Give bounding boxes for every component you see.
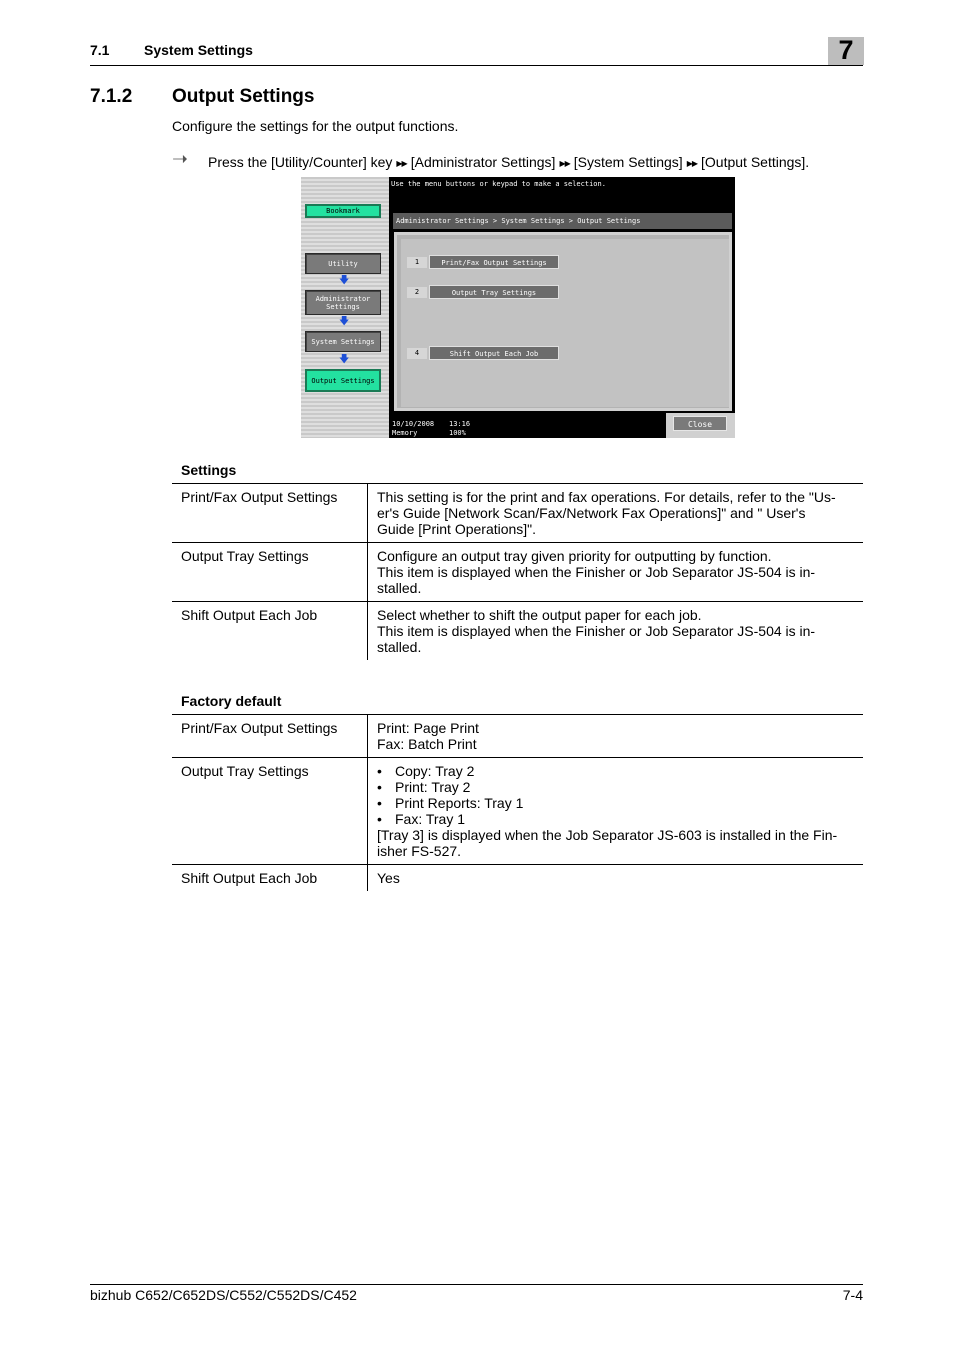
default-value (368, 715, 864, 758)
setting-name: Output Tray Settings (172, 543, 368, 602)
double-triangle-icon: ▶▶ (559, 159, 570, 168)
setting-name: Print/Fax Output Settings (172, 484, 368, 543)
header-rule (90, 65, 863, 66)
panel-menu-area (394, 232, 732, 411)
step-part-1: Press the [Utility/Counter] key (208, 154, 393, 170)
menu-number-1: 1 (407, 257, 427, 268)
setting-description (368, 484, 864, 543)
table-row (172, 543, 863, 602)
description-line: Guide [Print Operations]". (377, 521, 537, 537)
description-line: er's Guide [Network Scan/Fax/Network Fax Operations]" and " User's (377, 505, 806, 521)
step-part-2: [Administrator Settings] (410, 154, 556, 170)
footer-model: bizhub C652/C652DS/C552/C552DS/C452 (90, 1287, 357, 1303)
table-row (172, 484, 863, 543)
panel-time: 13:16 (449, 420, 471, 428)
description-line: This item is displayed when the Finisher or Job Separator JS-504 is in- (377, 623, 816, 639)
panel-sidebar (301, 177, 389, 438)
control-panel-screenshot (301, 177, 735, 438)
admin-label-line1: Administrator (315, 294, 371, 303)
default-value: Yes (377, 870, 400, 886)
setting-description (368, 602, 864, 661)
step-instruction (208, 154, 809, 170)
menu-number-2: 2 (407, 287, 427, 298)
panel-menu-inner (401, 239, 729, 407)
intro-text: Configure the settings for the output functions. (172, 118, 459, 134)
setting-description (368, 543, 864, 602)
setting-name: Print/Fax Output Settings (172, 715, 368, 758)
value-line: Print: Page Print (377, 720, 479, 736)
bullet-item: • Print: Tray 2 (377, 779, 854, 795)
panel-memory-label: Memory (392, 429, 418, 437)
table-row (172, 865, 863, 892)
section-heading (90, 86, 314, 108)
close-button[interactable]: Close (673, 416, 727, 431)
value-line: Fax: Batch Print (377, 736, 477, 752)
double-triangle-icon: ▶▶ (396, 159, 407, 168)
description-line: stalled. (377, 580, 422, 596)
panel-memory-value: 100% (449, 429, 466, 437)
bullet-item: • Copy: Tray 2 (377, 763, 854, 779)
down-arrow-icon: 🡇 (339, 354, 350, 365)
step-part-4: [Output Settings]. (701, 154, 810, 170)
factory-default-table-title: Factory default (181, 693, 282, 709)
footer-rule (90, 1284, 863, 1285)
settings-table-title: Settings (181, 462, 237, 478)
table-row (172, 758, 863, 865)
note-line: [Tray 3] is displayed when the Job Separator JS-603 is installed in the Fin- (377, 827, 838, 843)
bookmark-button[interactable]: Bookmark (305, 204, 381, 218)
running-header (90, 42, 253, 58)
section-title: Output Settings (172, 86, 315, 107)
menu-number-4: 4 (407, 348, 427, 359)
utility-button[interactable]: Utility (305, 253, 381, 274)
footer-page-number: 7-4 (842, 1287, 863, 1303)
shift-output-each-job-button[interactable]: Shift Output Each Job (429, 346, 559, 360)
output-settings-button[interactable]: Output Settings (305, 369, 381, 392)
down-arrow-icon: 🡇 (339, 275, 350, 286)
panel-breadcrumb: Administrator Settings > System Settings > Output Settings (393, 213, 732, 229)
section-number: 7.1.2 (90, 86, 133, 107)
description-line: Select whether to shift the output paper for each job. (377, 607, 702, 623)
default-value (368, 758, 864, 865)
header-section-title: System Settings (144, 42, 253, 58)
panel-date-memory (392, 420, 434, 438)
bullet-item: • Print Reports: Tray 1 (377, 795, 854, 811)
down-arrow-icon: 🡇 (339, 316, 350, 327)
setting-name: Output Tray Settings (172, 758, 368, 865)
panel-message: Use the menu buttons or keypad to make a selection. (391, 180, 606, 188)
panel-date: 10/10/2008 (392, 420, 435, 428)
description-line: stalled. (377, 639, 422, 655)
admin-label-line2: Settings (326, 302, 360, 311)
output-tray-settings-button[interactable]: Output Tray Settings (429, 285, 559, 299)
double-triangle-icon: ▶▶ (686, 159, 698, 168)
note-line: isher FS-527. (377, 843, 462, 859)
administrator-settings-button[interactable] (305, 290, 381, 315)
description-line: This item is displayed when the Finisher or Job Separator JS-504 is in- (377, 564, 816, 580)
setting-name: Shift Output Each Job (172, 865, 368, 892)
step-part-3: [System Settings] (573, 154, 683, 170)
panel-time-memory (449, 420, 470, 438)
bullet-item: • Fax: Tray 1 (377, 811, 854, 827)
description-line: Configure an output tray given priority for outputting by function. (377, 548, 772, 564)
header-section-number: 7.1 (90, 42, 110, 58)
factory-default-table (172, 714, 863, 891)
settings-table (172, 483, 863, 660)
chapter-number: 7 (838, 35, 854, 65)
right-arrow-icon: ➝ (172, 149, 188, 170)
table-row (172, 715, 863, 758)
system-settings-button[interactable]: System Settings (305, 331, 381, 352)
setting-name: Shift Output Each Job (172, 602, 368, 661)
description-line: This setting is for the print and fax operations. For details, refer to the "Us- (377, 489, 836, 505)
table-row (172, 602, 863, 661)
print-fax-output-settings-button[interactable]: Print/Fax Output Settings (429, 255, 559, 269)
